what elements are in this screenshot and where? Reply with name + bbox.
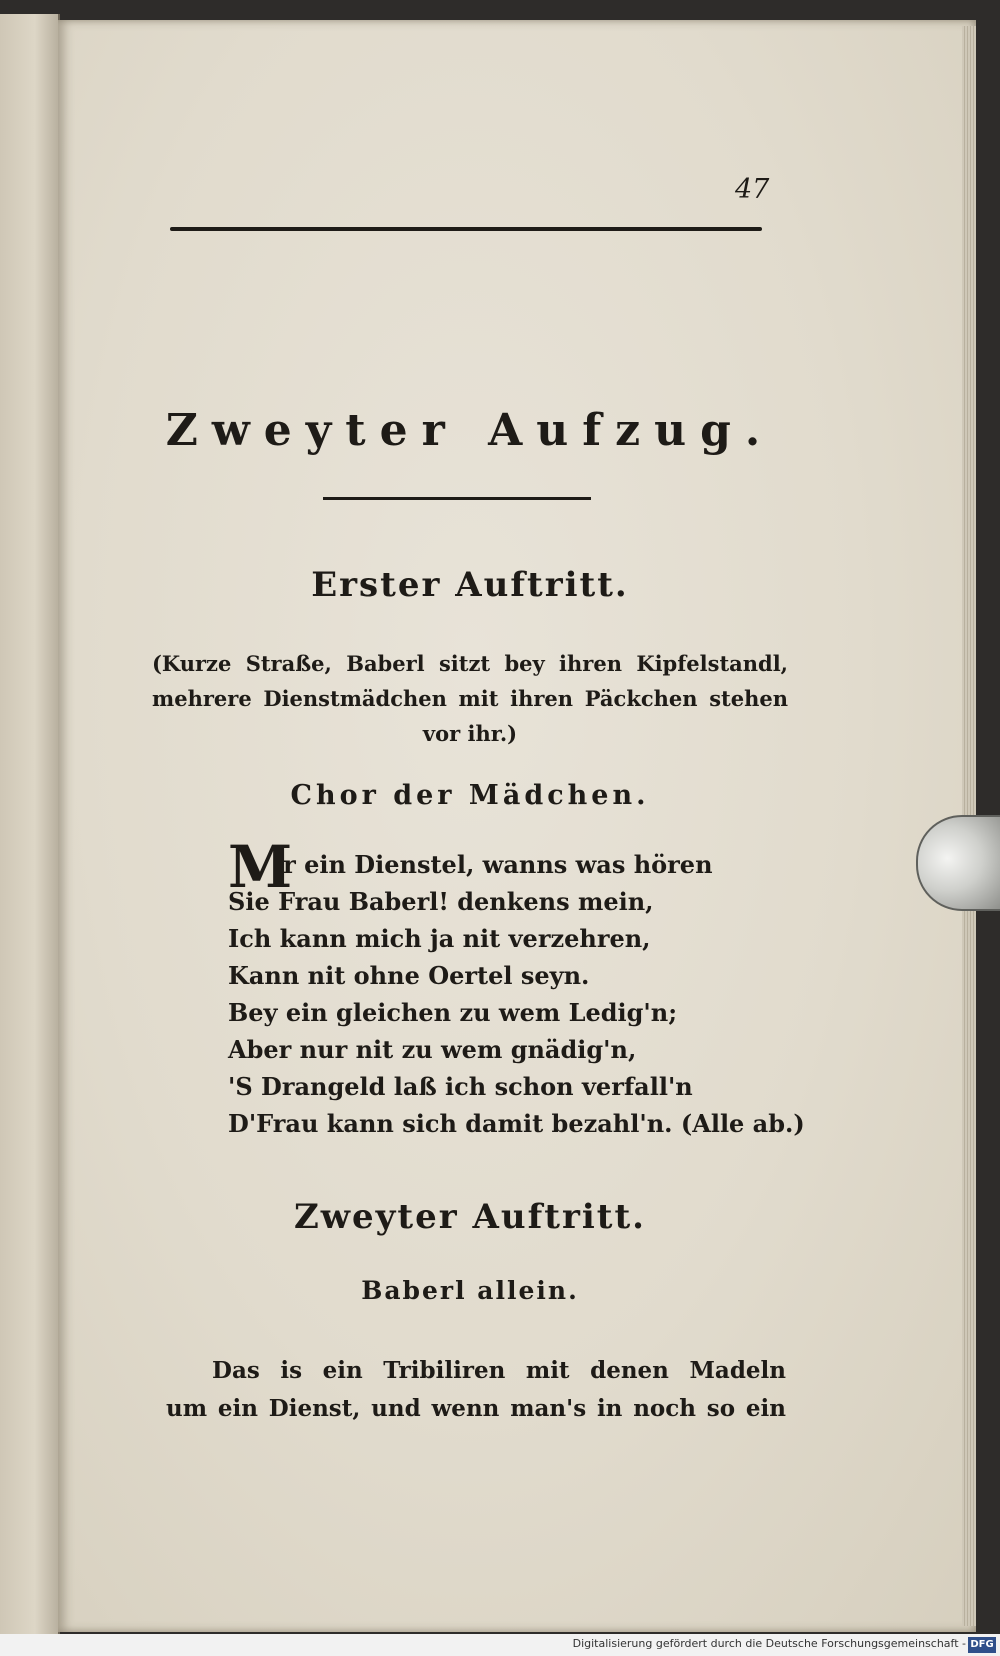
stage-direction-line: (Kurze Straße, Baberl sitzt bey ihren Kipfelstandl, [152, 651, 788, 676]
stage-direction-line: mehrere Dienstmädchen mit ihren Päckchen stehen [152, 686, 788, 711]
chorus-verse [228, 833, 805, 1142]
verse-line: Kann nit ohne Oertel seyn. [228, 961, 590, 990]
scene-one-title: Erster Auftritt. [311, 565, 629, 605]
verse-line: Bey ein gleichen zu wem Ledig'n; [228, 998, 678, 1027]
dfg-logo-icon: DFG [968, 1637, 996, 1653]
page-clip [916, 815, 1000, 911]
chorus-heading: Chor der Mädchen. [290, 780, 650, 811]
act-title: Zweyter Aufzug. [165, 405, 775, 456]
verse-line: Sie Frau Baberl! denkens mein, [228, 887, 654, 916]
prose-line: Das is ein Tribiliren mit denen Madeln [212, 1357, 786, 1384]
scene-two-title: Zweyter Auftritt. [293, 1197, 647, 1237]
verse-line: 'S Drangeld laß ich schon verfall'n [228, 1072, 693, 1101]
footer-credit: Digitalisierung gefördert durch die Deutsche Forschungsgemeinschaft - [572, 1637, 966, 1650]
page-number: 47 [735, 174, 770, 205]
speaker-heading: Baberl allein. [361, 1276, 579, 1305]
previous-page-edge [0, 14, 60, 1634]
stage-direction [152, 646, 788, 751]
act-divider [323, 497, 591, 500]
verse-line: Ich kann mich ja nit verzehren, [228, 924, 651, 953]
verse-line: ir ein Dienstel, wanns was hören [274, 850, 713, 879]
verse-line: D'Frau kann sich damit bezahl'n. (Alle ab.) [228, 1109, 805, 1138]
drop-cap: M [228, 833, 293, 901]
verse-line: Aber nur nit zu wem gnädig'n, [228, 1035, 637, 1064]
header-rule [170, 227, 762, 231]
prose-paragraph [166, 1352, 786, 1428]
stage-direction-line: vor ihr.) [422, 721, 518, 746]
footer-bar [0, 1634, 1000, 1656]
prose-line: um ein Dienst, und wenn man's in noch so ein [166, 1395, 786, 1422]
